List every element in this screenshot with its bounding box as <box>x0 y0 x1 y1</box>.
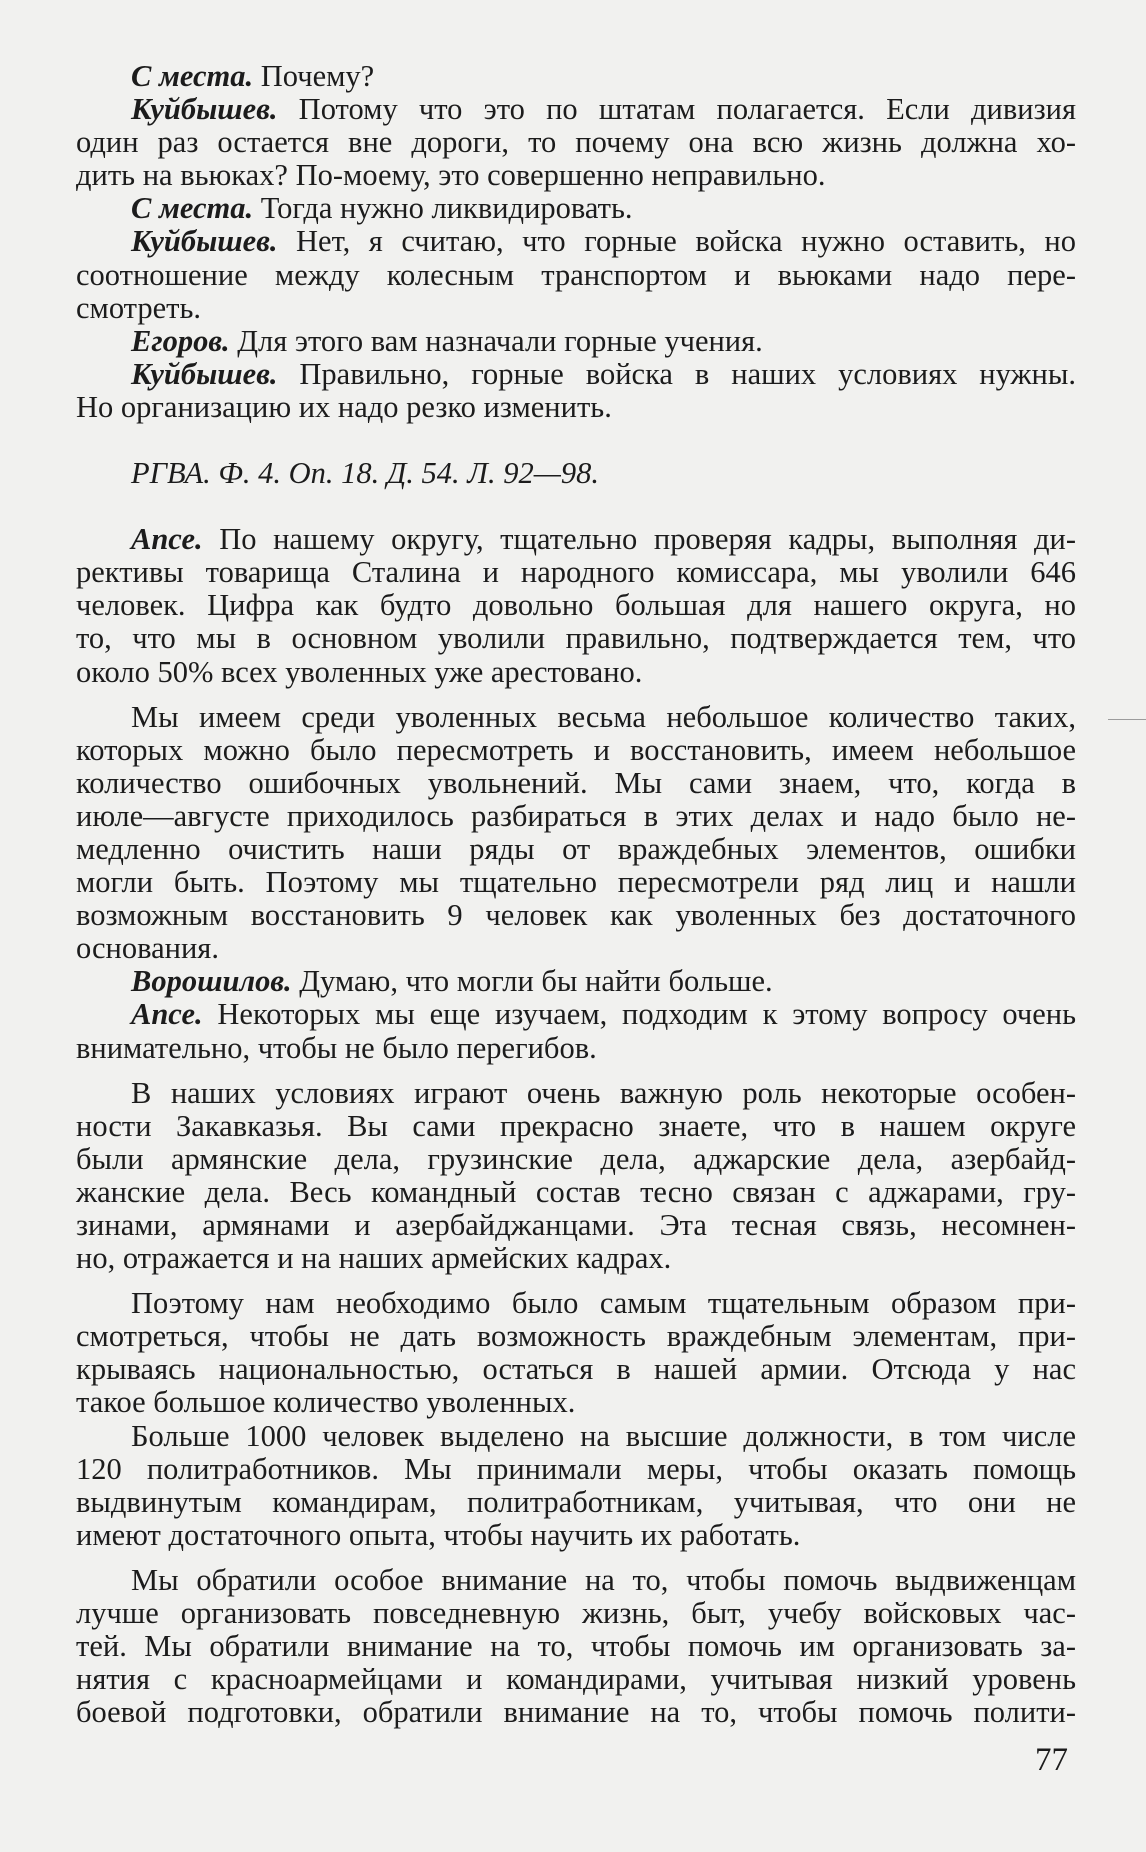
transcript-block-2 <box>76 523 1076 1729</box>
transcript-line: основания. <box>76 931 219 966</box>
transcript-line: В наших условиях играют очень важную роль некоторые особен- <box>131 1075 1076 1110</box>
transcript-line: возможным восстановить 9 человек как уволенных без достаточного <box>76 898 1076 933</box>
transcript-line: Куйбышев. Нет, я считаю, что горные войска нужно оставить, но <box>131 224 1076 259</box>
transcript-line: выдвинутым командирам, политработникам, учитывая, что они не <box>76 1484 1076 1519</box>
archive-reference: РГВА. Ф. 4. Оп. 18. Д. 54. Л. 92—98. <box>131 456 599 491</box>
transcript-line: соотношение между колесным транспортом и вьюками надо пере- <box>76 257 1076 292</box>
transcript-line: лучше организовать повседневную жизнь, быт, учебу войсковых час- <box>76 1596 1076 1631</box>
transcript-line: июле—августе приходилось разбираться в этих делах и надо было не- <box>76 798 1076 833</box>
page-number: 77 <box>1035 1742 1068 1778</box>
speaker-name: Куйбышев. <box>131 356 278 391</box>
transcript-line: Ворошилов. Думаю, что могли бы найти больше. <box>131 964 773 999</box>
speaker-name: Ворошилов. <box>131 964 292 999</box>
transcript-line: зинами, армянами и азербайджанцами. Эта тесная связь, несомнен- <box>76 1208 1076 1242</box>
transcript-line: то, что мы в основном уволили правильно, подтверждается тем, что <box>76 621 1076 656</box>
transcript-line: которых можно было пересмотреть и восстановить, имеем небольшое <box>76 732 1076 767</box>
transcript-line: С места. Тогда нужно ликвидировать. <box>131 191 633 226</box>
transcript-line: могли быть. Поэтому мы тщательно пересмотрели ряд лиц и нашли <box>76 865 1076 900</box>
transcript-line: Мы обратили особое внимание на то, чтобы помочь выдвиженцам <box>131 1562 1076 1597</box>
transcript-line: Куйбышев. Потому что это по штатам полагается. Если дивизия <box>131 92 1076 127</box>
transcript-line: Егоров. Для этого вам назначали горные учения. <box>131 323 763 358</box>
transcript-line: крываясь национальностью, остаться в нашей армии. Отсюда у нас <box>76 1352 1076 1387</box>
transcript-line: имеют достаточного опыта, чтобы научить их работать. <box>76 1517 801 1552</box>
transcript-line: Апсе. По нашему округу, тщательно проверяя кадры, выполняя ди- <box>131 522 1076 557</box>
transcript-line: рективы товарища Сталина и народного комиссара, мы уволили 646 <box>76 555 1076 590</box>
transcript-line: смотреть. <box>76 290 202 325</box>
transcript-line: около 50% всех уволенных уже арестовано. <box>76 654 643 689</box>
speaker-name: Апсе. <box>131 997 203 1032</box>
transcript-line: такое большое количество уволенных. <box>76 1385 576 1420</box>
transcript-line: человек. Цифра как будто довольно большая для нашего округа, но <box>76 588 1076 623</box>
transcript-line: нятия с красноармейцами и командирами, учитывая низкий уровень <box>76 1662 1076 1697</box>
transcript-line: Поэтому нам необходимо было самым тщательным образом при- <box>131 1286 1076 1321</box>
transcript-line: Больше 1000 человек выделено на высшие должности, в том числе <box>131 1418 1076 1453</box>
transcript-line: С места. Почему? <box>131 59 375 93</box>
transcript-line: дить на вьюках? По-моему, это совершенно неправильно. <box>76 158 826 193</box>
transcript-line: Мы имеем среди уволенных весьма небольшое количество таких, <box>131 699 1076 734</box>
transcript-line: Куйбышев. Правильно, горные войска в наших условиях нужны. <box>131 356 1076 391</box>
transcript-line: количество ошибочных увольнений. Мы сами знаем, что, когда в <box>76 765 1076 800</box>
transcript-line: медленно очистить наши ряды от враждебных элементов, ошибки <box>76 831 1076 866</box>
transcript-line: но, отражается и на наших армейских кадрах. <box>76 1241 672 1276</box>
speaker-name: Егоров. <box>131 323 230 358</box>
transcript-line: ности Закавказья. Вы сами прекрасно знаете, что в нашем округе <box>76 1108 1076 1143</box>
transcript-line: жанские дела. Весь командный состав тесно связан с аджарами, гру- <box>76 1174 1076 1209</box>
transcript-line: внимательно, чтобы не было перегибов. <box>76 1030 597 1065</box>
speaker-name: Куйбышев. <box>131 224 278 259</box>
speaker-name: С места. <box>131 191 254 226</box>
transcript-line: 120 политработников. Мы принимали меры, чтобы оказать помощь <box>76 1451 1076 1486</box>
speaker-name: Куйбышев. <box>131 92 278 127</box>
transcript-line: один раз остается вне дороги, то почему она всю жизнь должна хо- <box>76 125 1076 160</box>
speaker-name: Апсе. <box>131 522 203 557</box>
transcript-line: боевой подготовки, обратили внимание на то, чтобы помочь полити- <box>76 1695 1076 1730</box>
transcript-block-1 <box>76 60 1076 424</box>
page-edge-mark <box>1108 719 1146 720</box>
transcript-line: смотреться, чтобы не дать возможность враждебным элементам, при- <box>76 1319 1076 1354</box>
transcript-line: тей. Мы обратили внимание на то, чтобы помочь им организовать за- <box>76 1629 1076 1664</box>
speaker-name: С места. <box>131 59 254 93</box>
transcript-line: Апсе. Некоторых мы еще изучаем, подходим к этому вопросу очень <box>131 997 1076 1032</box>
transcript-line: Но организацию их надо резко изменить. <box>76 389 612 424</box>
transcript-line: были армянские дела, грузинские дела, аджарские дела, азербайд- <box>76 1141 1076 1176</box>
